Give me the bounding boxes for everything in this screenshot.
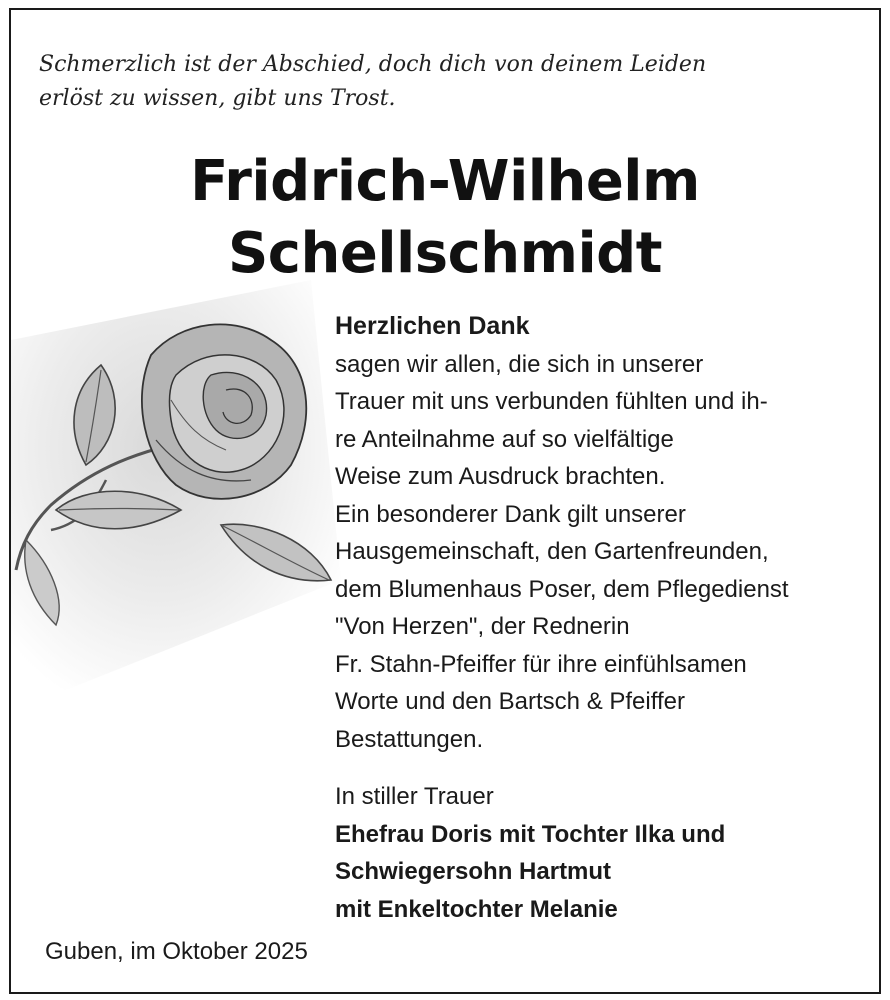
mourners-intro: In stiller Trauer <box>335 783 494 810</box>
mourner-line: Ehefrau Doris mit Tochter Ilka und <box>335 820 726 848</box>
place-date: Guben, im Oktober 2025 <box>45 938 308 965</box>
message-line: Bestattungen. <box>335 725 484 753</box>
mourner-line: Schwiegersohn Hartmut <box>335 858 612 885</box>
message-line: "Von Herzen", der Rednerin <box>335 613 630 640</box>
message-line: Trauer mit uns verbunden fühlten und ih- <box>335 388 768 415</box>
message-line: Fr. Stahn-Pfeiffer für ihre einfühlsamen <box>335 650 747 678</box>
message-line: dem Blumenhaus Poser, dem Pflegedienst <box>335 575 789 603</box>
message-line: Worte und den Bartsch & Pfeiffer <box>335 688 685 715</box>
message-line: re Anteilnahme auf so vielfältige <box>335 425 674 453</box>
quote-line: erlöst zu wissen, gibt uns Trost. <box>39 86 396 111</box>
quote-line: Schmerzlich ist der Abschied, doch dich von deinem Leiden <box>39 52 707 77</box>
thanks-heading: Herzlichen Dank <box>335 312 530 340</box>
obituary-card <box>9 8 881 994</box>
message-line: Hausgemeinschaft, den Gartenfreunden, <box>335 538 769 565</box>
rose-icon <box>11 280 341 700</box>
deceased-first-name: Fridrich-Wilhelm <box>190 149 700 214</box>
mourner-line: mit Enkeltochter Melanie <box>335 895 618 923</box>
deceased-last-name: Schellschmidt <box>227 221 663 286</box>
memorial-quote <box>39 48 859 116</box>
message-line: Ein besonderer Dank gilt unserer <box>335 500 686 528</box>
thanks-message <box>335 308 875 928</box>
message-line: sagen wir allen, die sich in unserer <box>335 350 704 378</box>
message-line: Weise zum Ausdruck brachten. <box>335 463 666 490</box>
spacer <box>335 758 875 778</box>
deceased-name <box>11 146 879 290</box>
